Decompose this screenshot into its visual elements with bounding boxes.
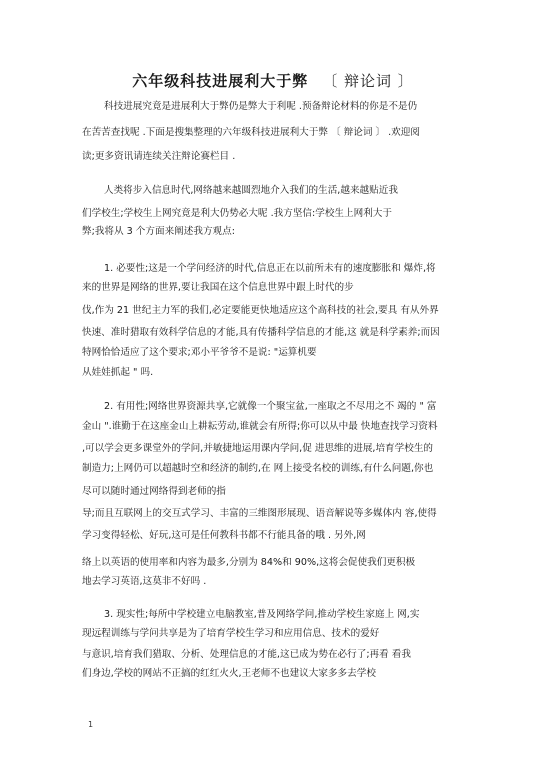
point1-line-6: 从娃娃抓起 " 吗.	[82, 367, 154, 378]
point1-line-5: 特网恰恰适应了这个要求;邓小平爷爷不是说: "运算机要	[82, 347, 317, 358]
point2-line-8: 络上以英语的使用率和内容为最多,分别为 84%和 90%,这将会促使我们更积极	[82, 557, 416, 568]
point3-line-4: 们身边,学校的网站不正搞的红红火火,王老师不也建议大家多多去学校	[82, 668, 376, 679]
title-bracket: 〔 辩论词 〕	[322, 72, 414, 90]
point2-line-5: 尽可以随时通过网络得到老师的指	[82, 486, 226, 497]
point2-line-4: 制造力;上网仍可以超越时空和经济的制约,在 网上接受名校的训练,有什么问题,你也	[82, 463, 434, 474]
opening-line-3: 弊;我将从 3 个方面来阐述我方观点:	[82, 226, 235, 237]
point2-line-2: 金山 ".谁勤于在这座金山上耕耘劳动,谁就会有所得;你可以从中最 快地查找学习资料	[82, 421, 438, 432]
point2-line-3: ,可以学会更多课堂外的学问,并敏捷地运用课内学问,促 进思维的进展,培育学校生的	[82, 443, 434, 454]
point2-line-9: 地去学习英语,这莫非不好吗 .	[82, 576, 207, 587]
intro-line-1: 科技进展究竟是进展利大于弊仍是弊大于利呢 .预备辩论材料的你是不是仍	[104, 101, 418, 112]
point1-line-4: 快速、准时猎取有效科学信息的才能,具有传播科学信息的才能,这 就是科学素养;而因	[82, 327, 440, 338]
page-title	[0, 70, 546, 91]
opening-line-2: 们学校生;学校生上网究竟是利大仍势必大呢 .我方坚信:学校生上网利大于	[82, 208, 392, 219]
title-main: 六年级科技进展利大于弊	[132, 72, 309, 90]
point1-line-1: 1. 必要性;这是一个学问经济的时代,信息正在以前所未有的速度膨胀和 爆炸,将	[104, 263, 436, 274]
point3-line-2: 现远程训练与学问共享是为了培育学校生学习和应用信息、技术的爱好	[82, 628, 380, 639]
point2-line-7: 学习变得轻松、好玩,这可是任何教科书都不行能具备的哦 . 另外,网	[82, 530, 366, 541]
page-number: 1	[88, 720, 94, 729]
point1-line-3: 伐,作为 21 世纪主力军的我们,必定要能更快地适应这个高科技的社会,要具 有从外界	[82, 305, 439, 316]
point3-line-3: 与意识,培育我们猎取、分析、处理信息的才能,这已成为势在必行了;再看 看我	[82, 649, 411, 660]
intro-line-2: 在苦苦查找呢 .下面是搜集整理的六年级科技进展利大于弊 〔 辩论词 〕 .欢迎阅	[82, 127, 420, 138]
point2-line-1: 2. 有用性;网络世界资源共享,它就像一个聚宝盆,一座取之不尽用之不 竭的 " 富	[104, 401, 437, 412]
intro-line-3: 读;更多资讯请连续关注辩论赛栏目 .	[82, 151, 236, 162]
point2-line-6: 导;而且互联网上的交互式学习、丰富的三维图形展现、语音解说等多媒体内 容,使得	[82, 508, 437, 519]
point3-line-1: 3. 现实性;每所中学校建立电脑教室,普及网络学问,推动学校生家庭上 网,实	[104, 609, 420, 620]
opening-line-1: 人类将步入信息时代,网络越来越圆烈地介入我们的生活,越来越贴近我	[104, 185, 398, 196]
point1-line-2: 来的世界是网络的世界,要让我国在这个信息世界中跟上时代的步	[82, 282, 354, 293]
